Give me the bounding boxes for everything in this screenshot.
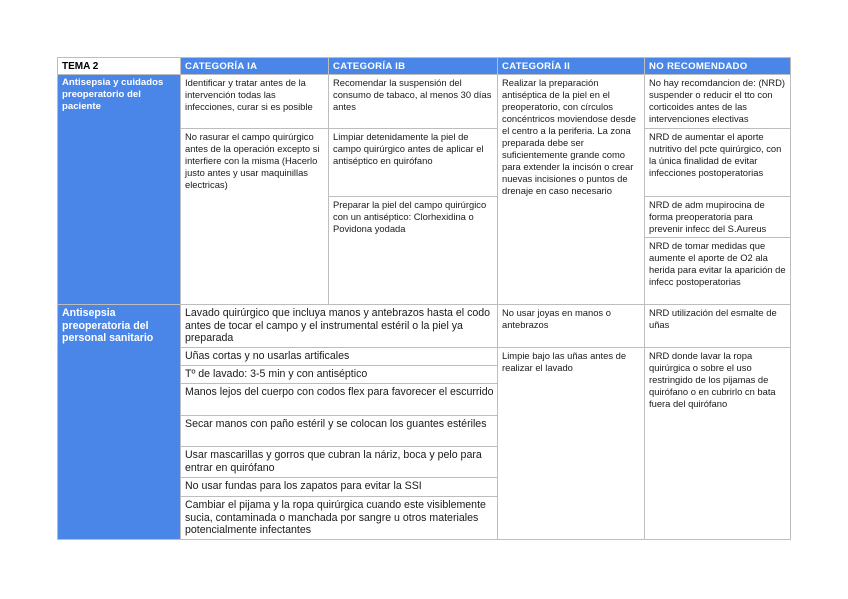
section2-title: Antisepsia preoperatoria del personal sanitario <box>57 304 181 540</box>
section2-ia-item: Manos lejos del cuerpo con codos flex para favorecer el escurrido <box>180 383 498 416</box>
section2-ii-item: No usar joyas en manos o antebrazos <box>497 304 645 348</box>
section2-ia-item: Secar manos con paño estéril y se colocan los guantes estériles <box>180 415 498 447</box>
section1-nr-item: NRD de adm mupirocina de forma preoperatoria para prevenir infecc del S.Aureus <box>644 196 791 238</box>
header-tema: TEMA 2 <box>57 57 181 75</box>
guidelines-table <box>57 57 791 540</box>
section2-ia-item: Cambiar el pijama y la ropa quirúrgica cuando este visiblemente sucia, contaminada o manchada por sangre u otros materiales potencialmente infectantes <box>180 496 498 540</box>
section1-ib-item: Limpiar detenidamente la piel de campo quirúrgico antes de aplicar el antiséptico en quirófano <box>328 128 498 197</box>
section2-ii-item: Limpie bajo las uñas antes de realizar el lavado <box>497 347 645 540</box>
section1-nr-item: No hay recomdancion de: (NRD) suspender o reducir el tto con corticoides antes de las intervenciones electivas <box>644 74 791 129</box>
section2-ia-item: Tº de lavado: 3-5 min y con antiséptico <box>180 365 498 384</box>
section1-ii-item: Realizar la preparación antiséptica de la piel en el preoperatorio, con círculos concéntricos moviendose desde el centro a la periferia. La zona preparada debe ser suficientemente grande como para extender la incisón o crear nuevas incisiones o puntos de drenaje en caso necesario <box>497 74 645 305</box>
section1-nr-item: NRD de tomar medidas que aumente el aporte de O2 ala herida para evitar la aparición de infecc postoperatorias <box>644 237 791 305</box>
section1-title: Antisepsia y cuidados preoperatorio del paciente <box>57 74 181 305</box>
section1-ia-item: No rasurar el campo quirúrgico antes de la operación excepto si interfiere con la misma (Hacerlo justo antes y usar maquinillas electricas) <box>180 128 329 305</box>
section1-ib-item: Preparar la piel del campo quirúrgico con un antiséptico: Clorhexidina o Povidona yodada <box>328 196 498 305</box>
section2-ia-item: No usar fundas para los zapatos para evitar la SSI <box>180 477 498 497</box>
section2-ia-item: Uñas cortas y no usarlas artificales <box>180 347 498 366</box>
section1-ia-item: Identificar y tratar antes de la intervención todas las infecciones, curar si es posible <box>180 74 329 129</box>
section2-ia-item: Lavado quirúrgico que incluya manos y antebrazos hasta el codo antes de tocar el campo y el instrumental estéril o la piel ya preparada <box>180 304 498 348</box>
header-category-ii: CATEGORÍA II <box>497 57 645 75</box>
header-category-ia: CATEGORÍA IA <box>180 57 329 75</box>
section2-ia-item: Usar mascarillas y gorros que cubran la náriz, boca y pelo para entrar en quirófano <box>180 446 498 478</box>
section1-nr-item: NRD de aumentar el aporte nutritivo del pcte quirúrgico, con la única finalidad de evitar infecciones postoperatorias <box>644 128 791 197</box>
header-category-ib: CATEGORÍA IB <box>328 57 498 75</box>
header-no-recomendado: NO RECOMENDADO <box>644 57 791 75</box>
section2-nr-item: NRD utilización del esmalte de uñas <box>644 304 791 348</box>
section1-ib-item: Recomendar la suspensión del consumo de tabaco, al menos 30 días antes <box>328 74 498 129</box>
section2-nr-item: NRD donde lavar la ropa quirúrgica o sobre el uso restringido de los pijamas de quirófano o en cubrirlo cn bata fuera del quirófano <box>644 347 791 540</box>
